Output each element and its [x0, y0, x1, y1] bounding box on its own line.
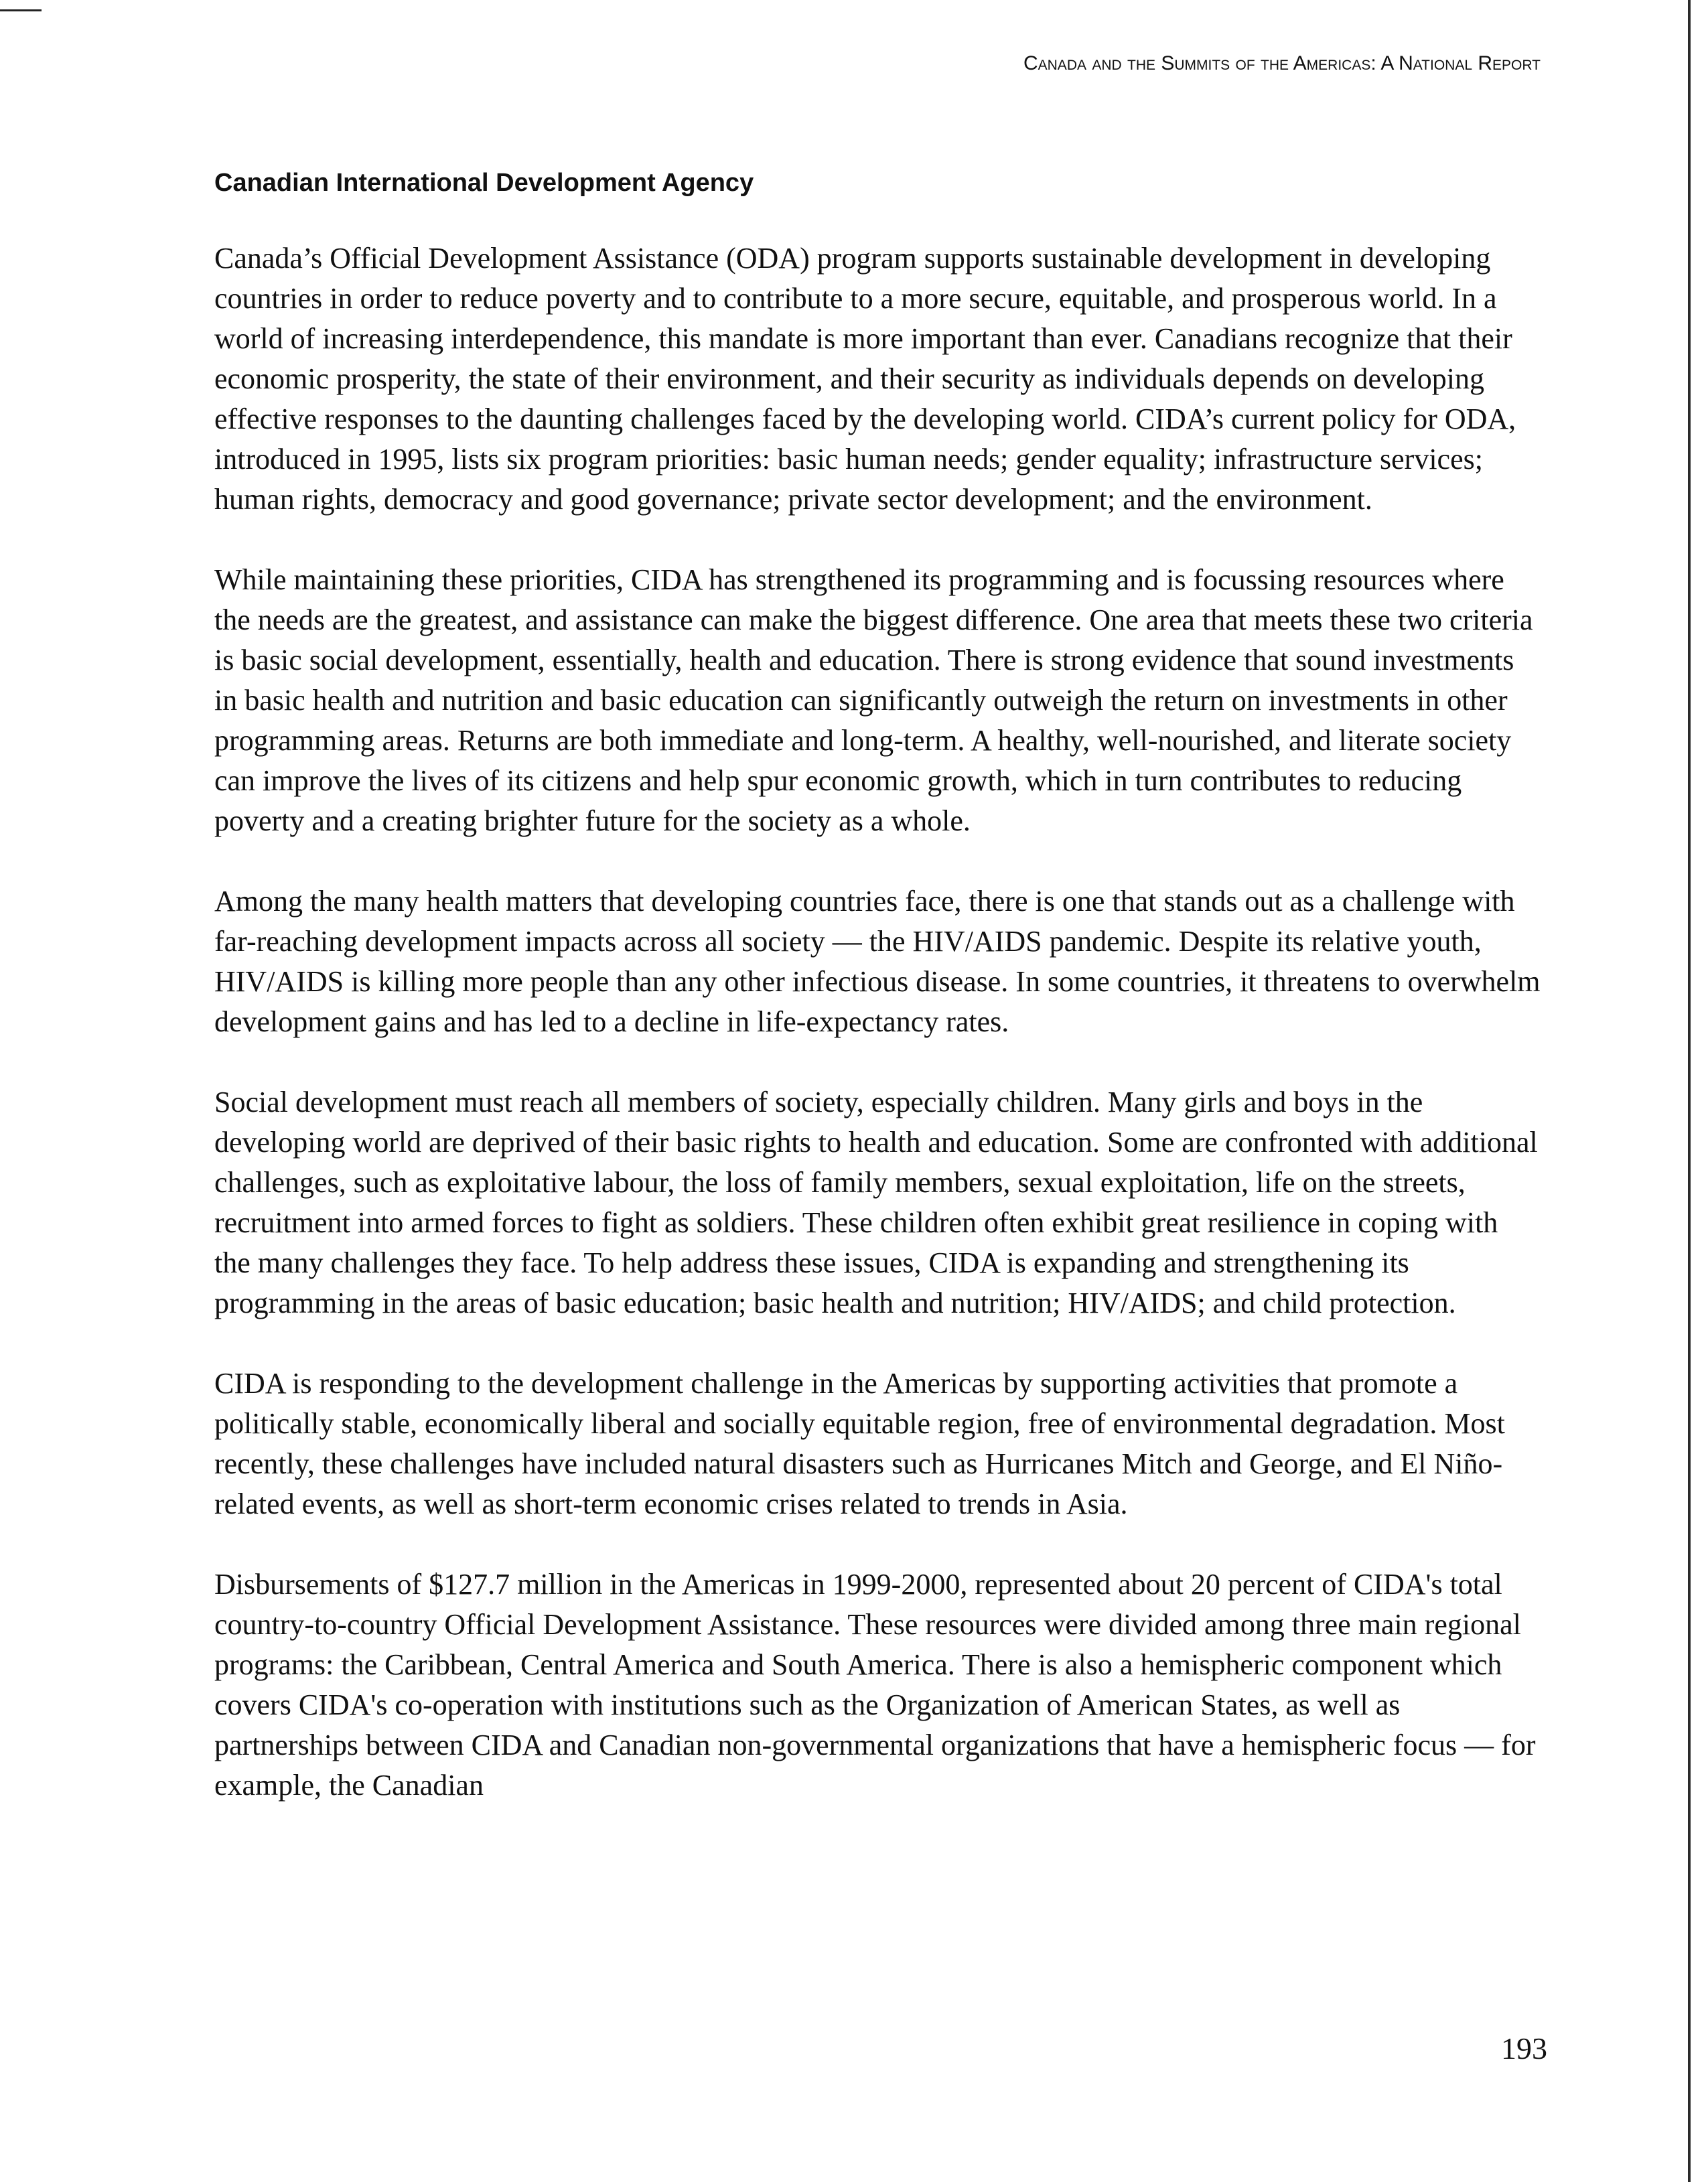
section-heading: Canadian International Development Agency — [214, 169, 754, 197]
body-text — [214, 238, 1541, 1846]
paragraph-4: Social development must reach all members of society, especially children. Many girls and boys in the developing world are deprived of their basic rights to health and education. Some are confronted with additional challenges, such as exploitative labour, the loss of family members, sexual exploitation, life on the streets, recruitment into armed forces to fight as soldiers. These children often exhibit great resilience in coping with the many challenges they face. To help address these issues, CIDA is expanding and strengthening its programming in the areas of basic education; basic health and nutrition; HIV/AIDS; and child protection. — [214, 1086, 1538, 1319]
paragraph-6: Disbursements of $127.7 million in the Americas in 1999-2000, represented about 20 percent of CIDA's total country-to-country Official Development Assistance. These resources were divided among three main regional programs: the Caribbean, Central America and South America. There is also a hemispheric component which covers CIDA's co-operation with institutions such as the Organization of American States, as well as partnerships between CIDA and Canadian non-governmental organizations that have a hemispheric focus — for example, the Canadian — [214, 1568, 1536, 1802]
scan-edge-mark — [0, 9, 42, 11]
running-header-title: Canada and the Summits of the Americas: A National Report — [1023, 52, 1541, 74]
page-edge-rule — [1688, 0, 1691, 2182]
paragraph-2: While maintaining these priorities, CIDA has strengthened its programming and is focussing resources where the needs are the greatest, and assistance can make the biggest difference. One area that meets these two criteria is basic social development, essentially, health and education. There is strong evidence that sound investments in basic health and nutrition and basic education can significantly outweigh the return on investments in other programming areas. Returns are both immediate and long-term. A healthy, well-nourished, and literate society can improve the lives of its citizens and help spur economic growth, which in turn contributes to reducing poverty and a creating brighter future for the society as a whole. — [214, 563, 1533, 837]
running-header — [864, 52, 1541, 75]
paragraph-5: CIDA is responding to the development challenge in the Americas by supporting activities that promote a politically stable, economically liberal and socially equitable region, free of environmental degradation. Most recently, these challenges have included natural disasters such as Hurricanes Mitch and George, and El Niño-related events, as well as short-term economic crises related to trends in Asia. — [214, 1367, 1505, 1520]
paragraph-1: Canada’s Official Development Assistance (ODA) program supports sustainable development in developing countries in order to reduce poverty and to contribute to a more secure, equitable, and prosperous world. In a world of increasing interdependence, this mandate is more important than ever. Canadians recognize that their economic prosperity, the state of their environment, and their security as individuals depends on developing effective responses to the daunting challenges faced by the developing world. CIDA’s current policy for ODA, introduced in 1995, lists six program priorities: basic human needs; gender equality; infrastructure services; human rights, democracy and good governance; private sector development; and the environment. — [214, 242, 1516, 516]
paragraph-3: Among the many health matters that developing countries face, there is one that stands out as a challenge with far-reaching development impacts across all society — the HIV/AIDS pandemic. Despite its relative youth, HIV/AIDS is killing more people than any other infectious disease. In some countries, it threatens to overwhelm development gains and has led to a decline in life-expectancy rates. — [214, 885, 1541, 1038]
page-number: 193 — [1501, 2031, 1547, 2065]
